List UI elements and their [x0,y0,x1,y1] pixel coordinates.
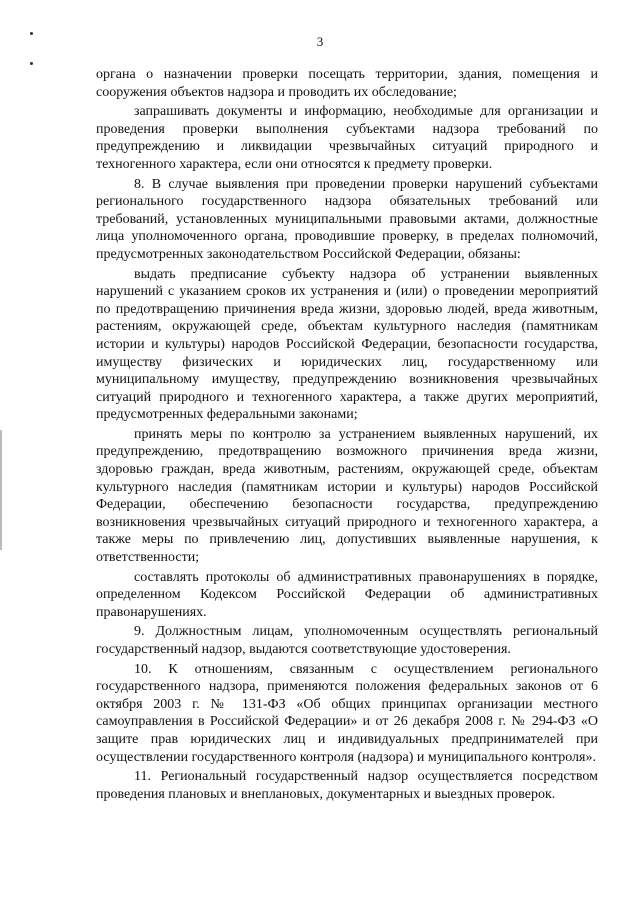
paragraph-draw-protocols: составлять протоколы об административных правонарушениях в порядке, определенном Кодексом Российской Федерации об административных правонарушениях. [96,569,598,620]
paragraph-take-measures: принять меры по контролю за устранением выявленных нарушений, их предупреждению, предотвращению возможного причинения вреда жизни, здоровью граждан, вреда животным, растениям, окружающей среде, объектам культурного наследия (памятникам истории и культуры) народов Российской Федерации, обеспечению безопасности государства, предупреждению возникновения чрезвычайных ситуаций природного и техногенного характера, а также меры по привлечению лиц, допустивших выявленные нарушения, к ответственности; [96,426,598,566]
paragraph-item-8: 8. В случае выявления при проведении проверки нарушений субъектами регионального государственного надзора обязательных требований или требований, установленных муниципальными правовыми актами, должностные лица уполномоченного органа, проводившие проверку, в пределах полномочий, предусмотренных законодательством Российской Федерации, обязаны: [96,176,598,262]
paragraph-issue-order: выдать предписание субъекту надзора об устранении выявленных нарушений с указанием сроков их устранения и (или) о проведении мероприятий по предотвращению причинения вреда жизни, здоровью людей, вреда животным, растениям, окружающей среде, объектам культурного наследия (памятникам истории и культуры) народов Российской Федерации, безопасности государства, имуществу физических и юридических лиц, государственному или муниципальному имуществу, предупреждению возникновения чрезвычайных ситуаций природного и техногенного характера, а также других мероприятий, предусмотренных федеральными законами; [96,266,598,423]
paragraph-item-9: 9. Должностным лицам, уполномоченным осуществлять региональный государственный надзор, выдаются соответствующие удостоверения. [96,624,598,657]
scan-dot-bottom [30,62,33,65]
paragraph-item-11: 11. Региональный государственный надзор осуществляется посредством проведения плановых и внеплановых, документарных и выездных проверок. [96,769,598,802]
scan-edge-mark [0,430,2,550]
paragraph-request-documents: запрашивать документы и информацию, необходимые для организации и проведения проверки выполнения субъектами надзора требований по предупреждению и ликвидации чрезвычайных ситуаций природного и техногенного характера, если они относятся к предмету проверки. [96,104,598,172]
paragraph-item-10: 10. К отношениям, связанным с осуществлением регионального государственного надзора, применяются положения федеральных законов от 6 октября 2003 г. № 131-ФЗ «Об общих принципах организации местного самоуправления в Российской Федерации» и от 26 декабря 2008 г. № 294-ФЗ «О защите прав юридических лиц и индивидуальных предпринимателей при осуществлении государственного контроля (надзора) и муниципального контроля». [96,661,598,765]
page-number: 3 [316,34,324,49]
paragraph-continuation: органа о назначении проверки посещать территории, здания, помещения и сооружения объектов надзора и проводить их обследование; [96,67,598,100]
document-body [96,66,598,803]
